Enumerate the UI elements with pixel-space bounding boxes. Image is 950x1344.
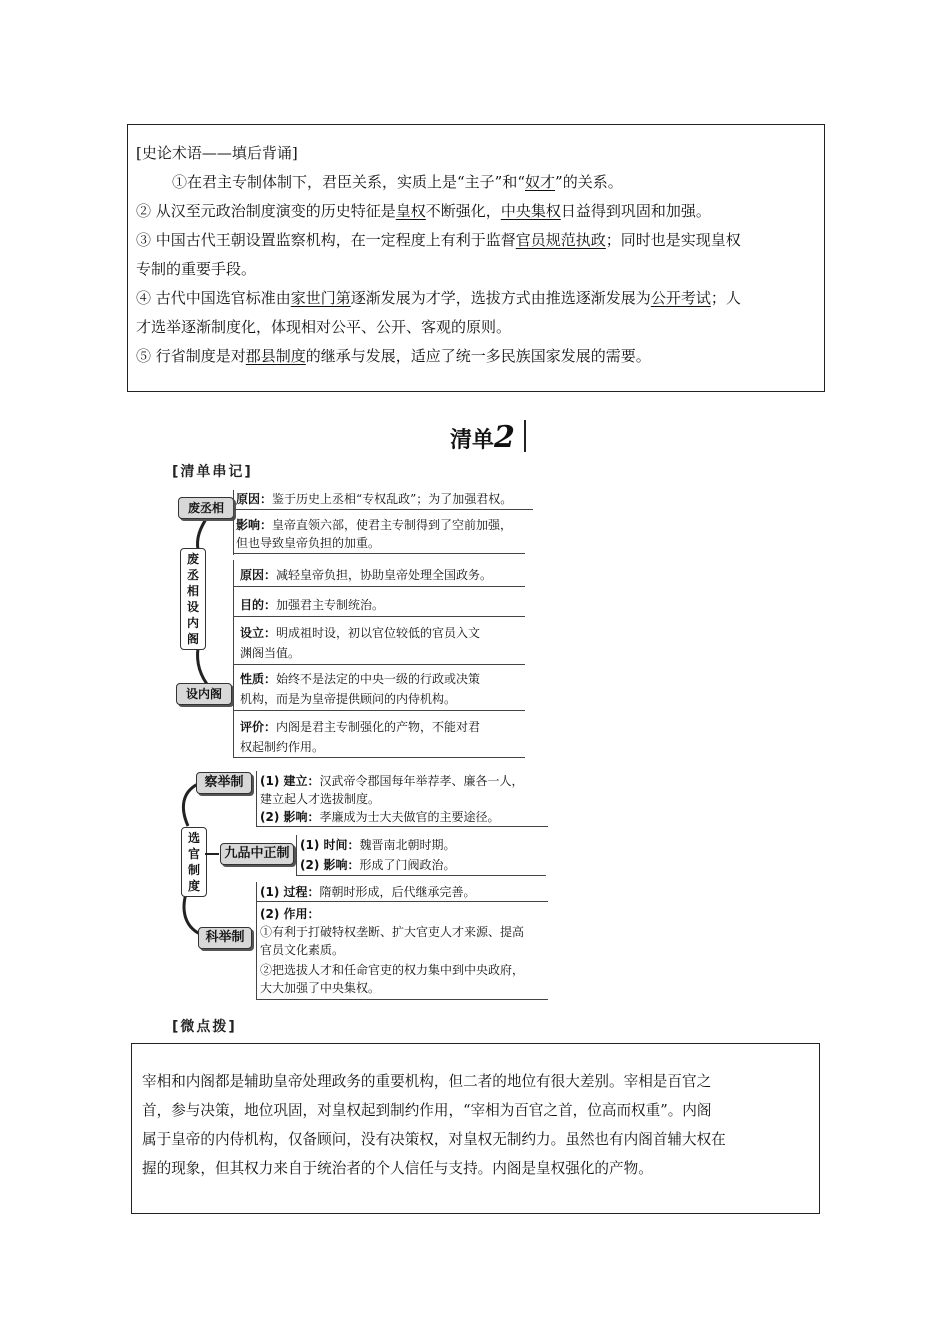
arrow-to-jiupin [205,853,219,855]
rule [256,826,548,827]
terms-line-4: ④ 古代中国选官标准由家世门第逐渐发展为才学，选拔方式由推选逐渐发展为公开考试；人 [136,289,741,307]
a-reason: 原因：鉴于历史上丞相“专权乱政”；为了加强君权。 [236,492,513,506]
rule [233,586,525,587]
center-abolish-set-cabinet: 废 丞 相 设 内 阁 [180,548,206,650]
branch-line [256,771,257,826]
b-goal: 目的：加强君主专制统治。 [240,598,385,612]
branch-line [233,560,234,758]
a1-2: 建立起人才选拔制度。 [260,792,381,806]
b2: (2) 影响：形成了门阀政治。 [300,858,456,872]
weidian-label: [微点拨] [172,1019,237,1035]
rule [233,710,525,711]
rule [233,757,525,758]
center-official-selection: 选 官 制 度 [181,827,207,897]
qingdan-label: [清单串记] [172,464,253,480]
a2: (2) 影响：孝廉成为士大夫做官的主要途径。 [260,810,500,824]
rule [256,901,548,902]
a1: (1) 建立：汉武帝令郡国每年举荐孝、廉各一人， [260,774,524,788]
branch-line [256,882,257,1000]
terms-line-3: ③ 中国古代王朝设置监察机构，在一定程度上有利于监督官员规范执政；同时也是实现皇权 [136,231,741,249]
node-abolish-chancellor: 废丞相 [178,497,234,519]
rule [296,875,546,876]
list-title: 清单2 [450,420,515,455]
c2-3: ②把选拔人才和任命官吏的权力集中到中央政府， [260,963,525,977]
b-nature-2: 机构，而是为皇帝提供顾问的内侍机构。 [240,692,457,706]
b-nature: 性质：始终不是法定的中央一级的行政或决策 [240,672,481,686]
b1: (1) 时间：魏晋南北朝时期。 [300,838,456,852]
terms-line-3b: 专制的重要手段。 [136,260,257,278]
b-setup: 设立：明成祖时设，初以官位较低的官员入文 [240,626,481,640]
terms-box [127,124,825,392]
c2-2: 官员文化素质。 [260,943,345,957]
b-eval-2: 权起制约作用。 [240,740,325,754]
c1: (1) 过程：隋朝时形成，后代继承完善。 [260,885,476,899]
terms-heading: [史论术语——填后背诵] [136,144,298,162]
c2-4: 大大加强了中央集权。 [260,981,381,995]
terms-line-5: ⑤ 行省制度是对郡县制度的继承与发展，适应了统一多民族国家发展的需要。 [136,347,651,365]
b-eval: 评价：内阁是君主专制强化的产物，不能对君 [240,720,481,734]
terms-line-4b: 才选举逐渐制度化，体现相对公平、公开、客观的原则。 [136,318,512,336]
node-set-cabinet: 设内阁 [176,683,232,705]
rule [233,509,533,510]
note-box [131,1043,820,1214]
title-rule [524,420,526,452]
b-reason: 原因：减轻皇帝负担，协助皇帝处理全国政务。 [240,568,493,582]
node-nine-rank-system: 九品中正制 [220,843,294,865]
rule [233,553,525,554]
c2-1: ①有利于打破特权垄断、扩大官吏人才来源、提高 [260,925,525,939]
terms-line-1: ①在君主专制体制下，君臣关系，实质上是“主子”和“奴才”的关系。 [172,173,623,191]
a-effect-2: 但也导致皇帝负担的加重。 [236,536,381,550]
terms-line-2: ② 从汉至元政治制度演变的历史特征是皇权不断强化，中央集权日益得到巩固和加强。 [136,202,711,220]
node-recommendation-system: 察举制 [196,772,252,794]
branch-line [296,835,297,875]
node-imperial-exam: 科举制 [198,927,252,949]
note-line-2: 首，参与决策，地位巩固，对皇权起到制约作用，“宰相为百官之首，位高而权重”。内阁 [142,1102,712,1119]
note-line-1: 宰相和内阁都是辅助皇帝处理政务的重要机构，但二者的地位有很大差别。宰相是百官之 [142,1073,712,1090]
note-line-3: 属于皇帝的内侍机构，仅备顾问，没有决策权，对皇权无制约力。虽然也有内阁首辅大权在 [142,1131,726,1148]
b-setup-2: 渊阁当值。 [240,646,301,660]
branch-line [233,490,234,555]
note-line-4: 握的现象，但其权力来自于统治者的个人信任与支持。内阁是皇权强化的产物。 [142,1160,653,1177]
c2: (2) 作用： [260,907,320,921]
rule [233,664,525,665]
rule [233,616,525,617]
rule [256,999,548,1000]
a-effect: 影响：皇帝直领六部，使君主专制得到了空前加强， [236,518,513,532]
